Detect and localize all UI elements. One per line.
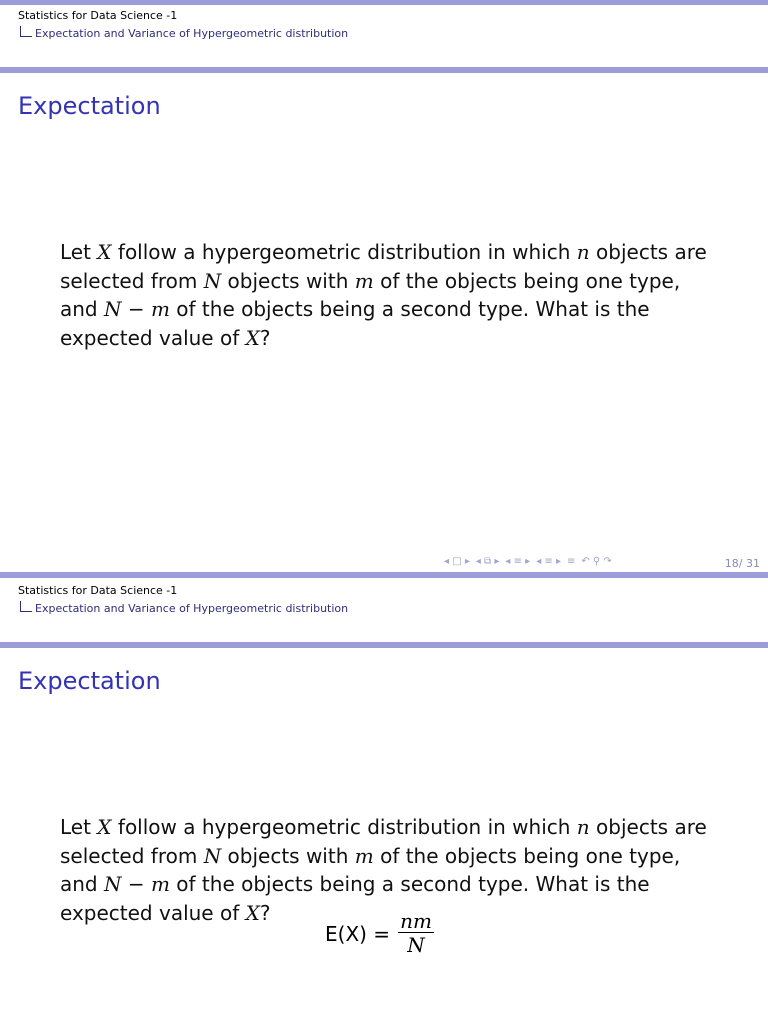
question-paragraph: Let X follow a hypergeometric distribution in which n objects are selected from N objects with m of the objects being one type, and N − m of the objects being a second type. What is the expected value of X? xyxy=(60,815,707,925)
header-top-bar xyxy=(0,575,768,578)
frame-nav-icon[interactable]: ◂ □ ▸ xyxy=(444,555,470,567)
formula-fraction xyxy=(398,910,434,957)
formula-denominator: N xyxy=(407,933,425,957)
question-paragraph: Let X follow a hypergeometric distribution in which n objects are selected from N objects with m of the objects being one type, and N − m of the objects being a second type. What is the expected value of X? xyxy=(60,240,707,350)
presentation-title: Statistics for Data Science -1 xyxy=(18,9,178,22)
section-title: Expectation and Variance of Hypergeometric distribution xyxy=(35,27,349,40)
subsection-list-nav-icon[interactable]: ◂ ≡ ▸ xyxy=(536,555,561,567)
header-separator-bar xyxy=(0,67,768,73)
subsection-nav-icon[interactable]: ◂ ⧉ ▸ xyxy=(475,555,500,567)
beamer-navigation-bar xyxy=(444,553,612,569)
frame-title: Expectation xyxy=(18,92,161,120)
section-nav-icon[interactable]: ◂ ≡ ▸ xyxy=(505,555,531,567)
back-search-forward-icon[interactable]: ↶ ⚲ ↷ xyxy=(581,555,612,567)
frame-title: Expectation xyxy=(18,667,161,695)
header-top-bar xyxy=(0,0,768,5)
expectation-formula xyxy=(325,910,434,957)
formula-lhs: E(X) = xyxy=(325,921,391,946)
page-number: 18/ 31 xyxy=(724,557,760,570)
section-title: Expectation and Variance of Hypergeometric distribution xyxy=(35,602,349,615)
header-separator-bar xyxy=(0,642,768,648)
section-breadcrumb xyxy=(20,602,348,615)
slide-2 xyxy=(0,575,768,1024)
section-breadcrumb xyxy=(20,27,348,40)
formula-numerator: nm xyxy=(400,909,432,933)
toc-nav-icon[interactable]: ≡ xyxy=(566,555,576,567)
presentation-title: Statistics for Data Science -1 xyxy=(18,584,178,597)
